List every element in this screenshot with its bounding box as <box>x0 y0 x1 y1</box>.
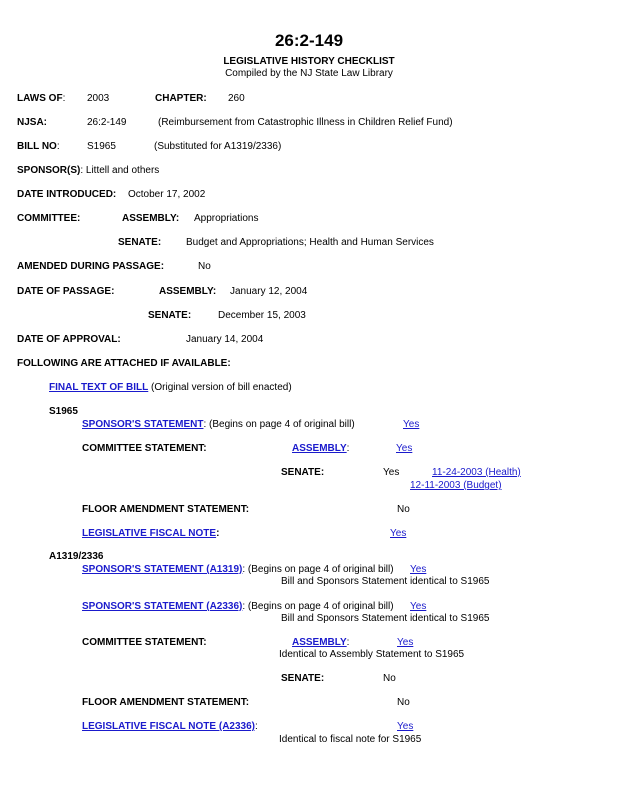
a2336-fiscal-yes-link[interactable]: Yes <box>397 721 414 732</box>
a1319-floor-label: FLOOR AMENDMENT STATEMENT: <box>82 697 250 708</box>
approval-value: January 14, 2004 <box>186 334 264 345</box>
final-text-row <box>49 382 292 394</box>
amended-value: No <box>198 261 211 272</box>
passage-label: DATE OF PASSAGE: <box>17 286 115 297</box>
sponsors-label: SPONSOR(S) <box>17 165 81 176</box>
a1319-sponsor1-yes-link[interactable]: Yes <box>410 564 427 575</box>
a1319-sponsor1-note: : (Begins on page 4 of original bill) <box>242 564 394 575</box>
s1965-sponsor-note: : (Begins on page 4 of original bill) <box>203 419 355 430</box>
a1319-heading: A1319/2336 <box>49 551 104 562</box>
a2336-fiscal-sub: Identical to fiscal note for S1965 <box>279 734 422 745</box>
committee-label: COMMITTEE: <box>17 213 81 224</box>
bill-no-row <box>17 141 60 153</box>
a1319-senate-value: No <box>383 673 396 684</box>
s1965-senate-label: SENATE: <box>281 467 325 478</box>
s1965-sponsor-yes-link[interactable]: Yes <box>403 419 420 430</box>
bill-no-label: BILL NO <box>17 141 57 152</box>
a1319-assembly-yes-link[interactable]: Yes <box>397 637 414 648</box>
a1319-sponsor1-sub: Bill and Sponsors Statement identical to S1965 <box>281 576 490 587</box>
a2336-sponsor-note: : (Begins on page 4 of original bill) <box>242 601 394 612</box>
bill-no-value: S1965 <box>87 141 116 152</box>
compiled-by: Compiled by the NJ State Law Library <box>225 68 393 79</box>
njsa-value: 26:2-149 <box>87 117 127 128</box>
a2336-sponsor-statement-link[interactable]: SPONSOR'S STATEMENT (A2336) <box>82 601 243 612</box>
page-title: 26:2-149 <box>274 31 344 50</box>
committee-assembly-label: ASSEMBLY: <box>122 213 180 224</box>
a1319-committee-label: COMMITTEE STATEMENT: <box>82 637 207 648</box>
s1965-senate-value: Yes <box>383 467 400 478</box>
s1965-floor-value: No <box>397 504 410 515</box>
chapter-value: 260 <box>228 93 245 104</box>
s1965-senate-budget-link[interactable]: 12-11-2003 (Budget) <box>410 480 502 491</box>
attached-heading: FOLLOWING ARE ATTACHED IF AVAILABLE: <box>17 358 231 369</box>
a1319-assembly-link[interactable]: ASSEMBLY <box>292 637 347 648</box>
laws-of-value: 2003 <box>87 93 110 104</box>
s1965-floor-label: FLOOR AMENDMENT STATEMENT: <box>82 504 250 515</box>
passage-assembly-value: January 12, 2004 <box>230 286 308 297</box>
bill-no-colon: : <box>56 141 60 152</box>
a1319-floor-value: No <box>397 697 410 708</box>
sponsors-value: : Littell and others <box>80 165 160 176</box>
bill-no-note: (Substituted for A1319/2336) <box>154 141 282 152</box>
committee-assembly-value: Appropriations <box>194 213 259 224</box>
a1319-senate-label: SENATE: <box>281 673 325 684</box>
a1319-assembly-sub: Identical to Assembly Statement to S1965 <box>279 649 465 660</box>
a1319-sponsor-statement-link[interactable]: SPONSOR'S STATEMENT (A1319) <box>82 564 243 575</box>
a2336-sponsor-row <box>82 601 394 613</box>
laws-of-row <box>17 93 65 105</box>
s1965-assembly-yes-link[interactable]: Yes <box>396 443 413 454</box>
passage-assembly-label: ASSEMBLY: <box>159 286 217 297</box>
s1965-sponsor-row <box>82 419 355 431</box>
s1965-fiscal-yes-link[interactable]: Yes <box>390 528 407 539</box>
date-introduced-label: DATE INTRODUCED: <box>17 189 117 200</box>
a2336-fiscal-colon: : <box>255 721 258 732</box>
amended-label: AMENDED DURING PASSAGE: <box>17 261 165 272</box>
a2336-sponsor-yes-link[interactable]: Yes <box>410 601 427 612</box>
s1965-fiscal-colon: : <box>216 528 220 539</box>
s1965-assembly-colon: : <box>346 443 350 454</box>
a1319-sponsor1-row <box>82 564 394 576</box>
committee-senate-label: SENATE: <box>118 237 162 248</box>
page-subtitle: LEGISLATIVE HISTORY CHECKLIST <box>223 56 395 67</box>
final-text-note: (Original version of bill enacted) <box>148 382 292 393</box>
a2336-fiscal-note-link[interactable]: LEGISLATIVE FISCAL NOTE (A2336) <box>82 721 255 732</box>
laws-of-label: LAWS OF <box>17 93 63 104</box>
a2336-fiscal-row <box>82 721 258 733</box>
s1965-fiscal-note-link[interactable]: LEGISLATIVE FISCAL NOTE <box>82 528 217 539</box>
s1965-committee-label: COMMITTEE STATEMENT: <box>82 443 207 454</box>
a2336-sponsor-sub: Bill and Sponsors Statement identical to S1965 <box>281 613 490 624</box>
a1319-assembly-colon: : <box>346 637 350 648</box>
s1965-heading: S1965 <box>49 406 78 417</box>
njsa-label: NJSA: <box>17 117 48 128</box>
s1965-senate-health-link[interactable]: 11-24-2003 (Health) <box>432 467 521 478</box>
s1965-assembly-row <box>292 443 349 455</box>
final-text-link[interactable]: FINAL TEXT OF BILL <box>49 382 149 393</box>
date-introduced-value: October 17, 2002 <box>128 189 206 200</box>
a1319-assembly-row <box>292 637 349 649</box>
chapter-label: CHAPTER: <box>155 93 207 104</box>
njsa-note: (Reimbursement from Catastrophic Illness in Children Relief Fund) <box>158 117 453 128</box>
passage-senate-label: SENATE: <box>148 310 192 321</box>
s1965-sponsor-statement-link[interactable]: SPONSOR'S STATEMENT <box>82 419 204 430</box>
s1965-assembly-link[interactable]: ASSEMBLY <box>292 443 347 454</box>
approval-label: DATE OF APPROVAL: <box>17 334 121 345</box>
laws-of-colon: : <box>62 93 66 104</box>
committee-senate-value: Budget and Appropriations; Health and Human Services <box>186 237 434 248</box>
sponsors-row <box>17 165 159 177</box>
s1965-fiscal-row <box>82 528 219 540</box>
passage-senate-value: December 15, 2003 <box>218 310 306 321</box>
